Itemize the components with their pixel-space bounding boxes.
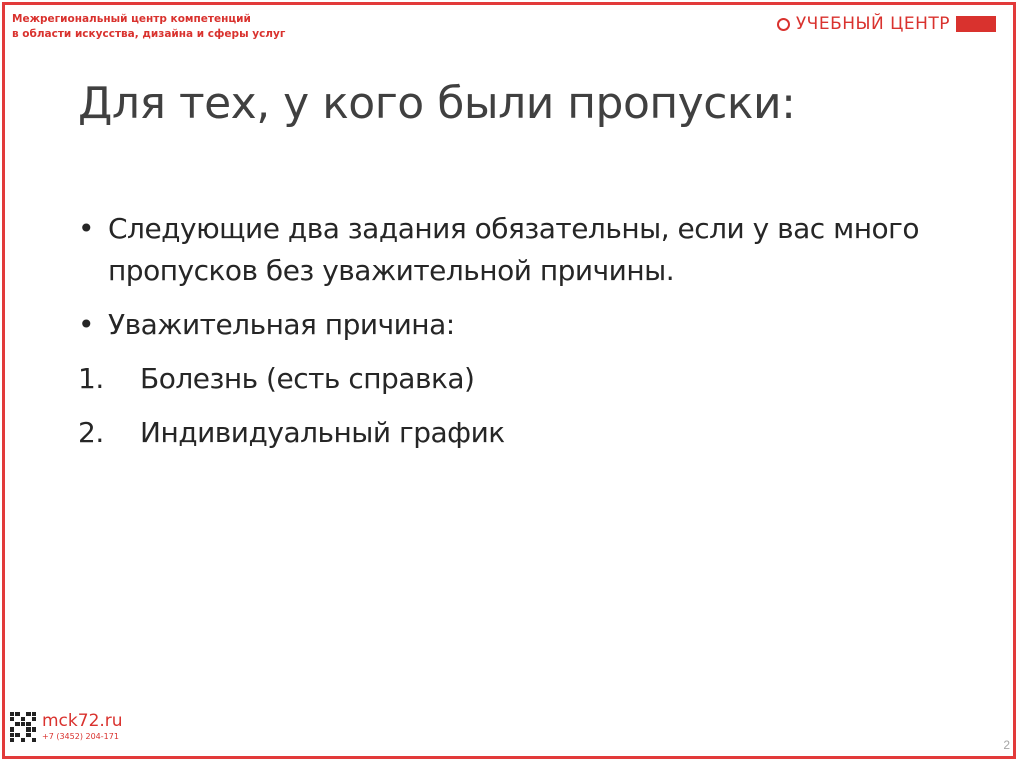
item-number: 2. (78, 416, 104, 449)
bullet-text: Уважительная причина: (108, 308, 455, 341)
slide-title: Для тех, у кого были пропуски: (78, 78, 796, 129)
numbered-item (78, 358, 958, 400)
org-name-line-1: Межрегиональный центр компетенций (12, 13, 251, 25)
phone-number: +7 (3452) 204-171 (42, 732, 119, 741)
item-text: Болезнь (есть справка) (140, 362, 475, 395)
item-number: 1. (78, 362, 104, 395)
brand-logo (777, 14, 996, 34)
bullet-dot: • (78, 308, 95, 341)
circle-logo-icon (777, 18, 790, 31)
bullet-item (78, 208, 958, 292)
footer-contact (10, 712, 123, 742)
slide-content (78, 208, 958, 466)
organization-name (12, 12, 285, 42)
page-number: 2 (1003, 738, 1010, 752)
brand-badge (956, 16, 996, 32)
contact-info (42, 712, 123, 741)
bullet-item (78, 304, 958, 346)
numbered-item (78, 412, 958, 454)
qr-code-icon (10, 712, 36, 742)
bullet-dot: • (78, 212, 95, 245)
item-text: Индивидуальный график (140, 416, 505, 449)
brand-text: УЧЕБНЫЙ ЦЕНТР (795, 14, 950, 34)
website-link[interactable]: mck72.ru (42, 711, 123, 731)
bullet-text: Следующие два задания обязательны, если у вас много пропусков без уважительной причины. (108, 212, 919, 287)
org-name-line-2: в области искусства, дизайна и сферы услуг (12, 28, 286, 40)
